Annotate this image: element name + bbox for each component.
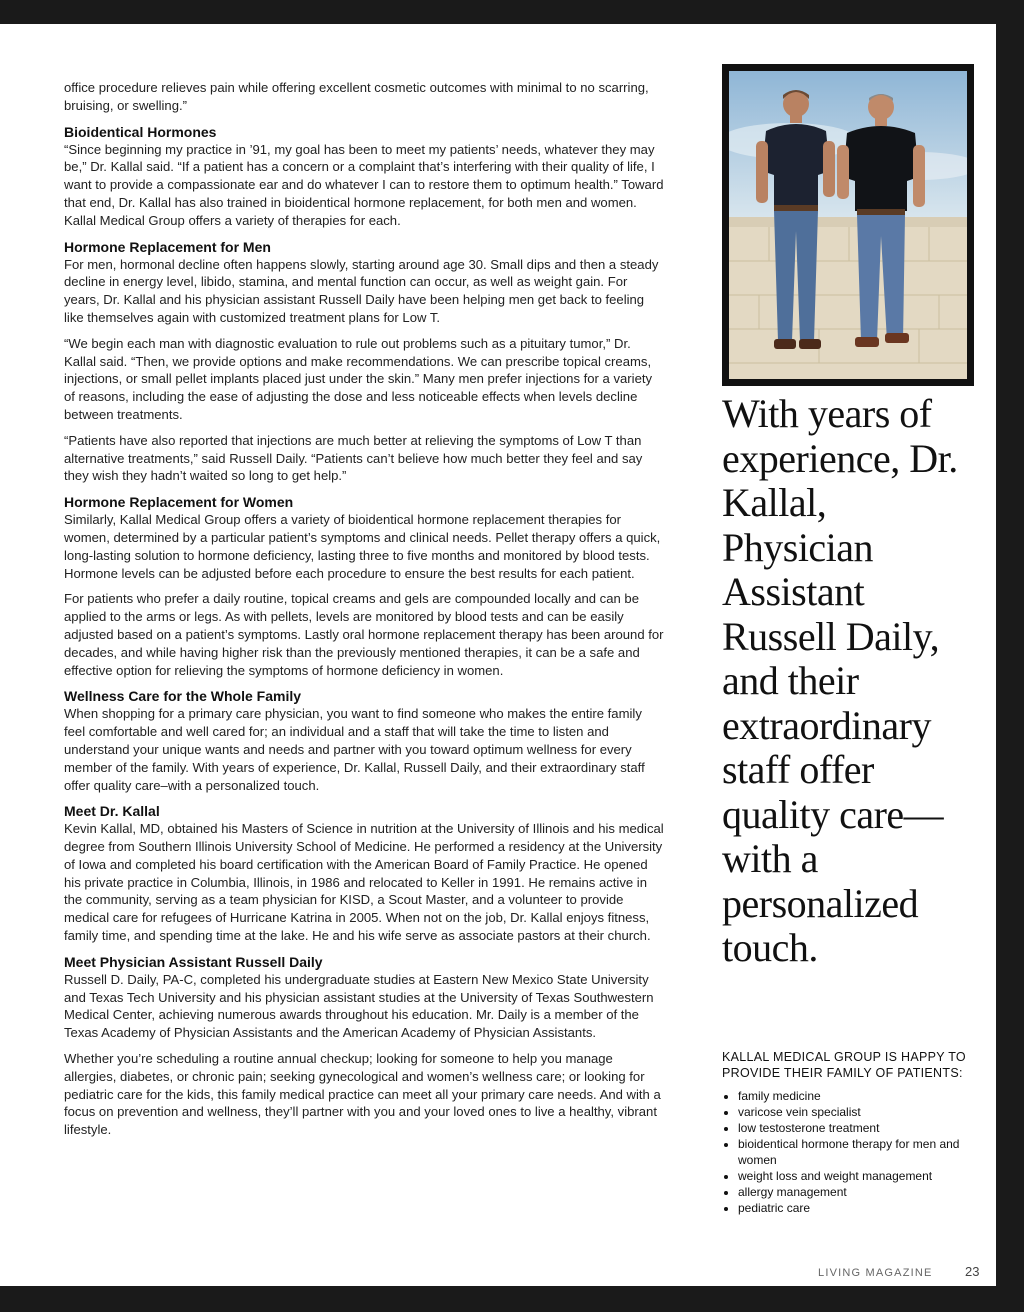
services-box xyxy=(722,1049,972,1216)
section-meet-daily xyxy=(64,953,664,1139)
paragraph: For men, hormonal decline often happens slowly, starting around age 30. Small dips and then a steady decline in energy level, libido, stamina, and mental function can occur, as well as weight gain. For years, Dr. Kallal and his physician assistant Russell Daily have been helping men get back to feeling like themselves again with customized treatment plans for Low T. xyxy=(64,256,659,325)
section-men xyxy=(64,238,664,486)
section-women xyxy=(64,493,664,679)
list-item: • low testosterone treatment xyxy=(738,1120,972,1136)
paragraph: Russell D. Daily, PA-C, completed his undergraduate studies at Eastern New Mexico State University and Texas Tech University and his physician assistant studies at the University of Texas Southwestern Medical Center, achieving numerous awards throughout his education. Mr. Daily is a member of the Texas Academy of Physician Assistants and the American Academy of Physician Assistants. xyxy=(64,971,654,1041)
section-heading: Hormone Replacement for Men xyxy=(64,238,271,255)
section-heading: Wellness Care for the Whole Family xyxy=(64,688,302,705)
section-heading: Meet Dr. Kallal xyxy=(64,803,160,820)
section-bioidentical xyxy=(64,123,664,230)
services-list xyxy=(722,1088,972,1216)
list-item: • varicose vein specialist xyxy=(738,1104,972,1120)
pull-quote: With years of experience, Dr. Kallal, Physician Assistant Russell Daily, and their extraordinary staff offer quality care—with a personalized touch. xyxy=(722,391,958,970)
paragraph: For patients who prefer a daily routine, topical creams and gels are compounded locally and can be applied to the arms or legs. As with pellets, levels are monitored by blood tests and can be easily adjusted based on a patient’s symptoms. Lastly oral hormone replacement therapy has been around for decades, and while having higher risk than the previously mentioned therapies, it can be a safe and effective option for relieving the symptoms of hormone deficiency in women. xyxy=(64,591,664,678)
section-wellness xyxy=(64,687,664,794)
section-heading: Hormone Replacement for Women xyxy=(64,494,294,511)
section-meet-kallal xyxy=(64,802,664,945)
paragraph: “Since beginning my practice in ’91, my goal has been to meet my patients’ needs, whatever they may be,” Dr. Kallal said. “If a patient has a concern or a complaint that’s interfering with their quality of life, I want to provide a compassionate ear and do whatever I can to restore them to optimum health.” Toward that end, Dr. Kallal has also trained in bioidentical hormone replacement, for both men and women. Kallal Medical Group offers a variety of therapies for each. xyxy=(64,141,664,228)
doctors-photo xyxy=(722,64,974,386)
paragraph: “Patients have also reported that injections are much better at relieving the symptoms of Low T than alternative treatments,” said Russell Daily. “Patients can’t believe how much better they feel and say they wish they hadn’t waited so long to get help.” xyxy=(64,432,643,484)
services-title: KALLAL MEDICAL GROUP IS HAPPY TO PROVIDE THEIR FAMILY OF PATIENTS: xyxy=(722,1050,966,1080)
section-heading: Meet Physician Assistant Russell Daily xyxy=(64,953,323,970)
list-item: • weight loss and weight management xyxy=(738,1168,972,1184)
list-item: • family medicine xyxy=(738,1088,972,1104)
article-body xyxy=(64,79,664,1147)
doctors-photo-illustration xyxy=(729,71,967,379)
paragraph: When shopping for a primary care physician, you want to find someone who makes the entire family feel comfortable and well cared for; an individual and a staff that will take the time to listen and understand your unique wants and needs and partner with you toward optimum wellness for every member of the family. With years of experience, Dr. Kallal, Russell Daily, and their extraordinary staff offer quality care–with a personalized touch. xyxy=(64,706,645,793)
magazine-name: LIVING MAGAZINE xyxy=(818,1267,933,1279)
magazine-page xyxy=(0,24,996,1286)
intro-paragraph: office procedure relieves pain while offering excellent cosmetic outcomes with minimal to no scarring, bruising, or swelling.” xyxy=(64,80,649,113)
paragraph: Kevin Kallal, MD, obtained his Masters of Science in nutrition at the University of Illinois and his medical degree from Southern Illinois University School of Medicine. He performed a residency at the University of Iowa and completed his board certification with the American Board of Family Practice. He opened his private practice in Columbia, Illinois, in 1986 and relocated to Keller in 1991. He remains active in the community, serving as a team physician for KISD, a Scout Master, and a volunteer to provide medical care for refugees of Hurricane Katrina in 2005. When not on the job, Dr. Kallal enjoys fitness, family time, and spending time at the lake. He and his wife serve as associate pastors at their church. xyxy=(64,821,664,944)
paragraph: Similarly, Kallal Medical Group offers a variety of bioidentical hormone replacement therapies for women, determined by a particular patient’s symptoms and clinical needs. Pellet therapy offers a quick, long-lasting solution to hormone deficiency, lasting three to five months and monitored by blood tests. Hormone levels can be adjusted before each procedure to ensure the best results for each patient. xyxy=(64,512,661,581)
paragraph: Whether you’re scheduling a routine annual checkup; looking for someone to help you manage allergies, diabetes, or chronic pain; seeking gynecological and women’s wellness care; or looking for pediatric care for the kids, this family medical practice can meet all your primary care needs. And with a focus on prevention and wellness, they’ll partner with you and your loved ones to live a healthy, vibrant lifestyle. xyxy=(64,1051,661,1138)
page-number: 23 xyxy=(965,1264,980,1279)
list-item: • allergy management xyxy=(738,1184,972,1200)
list-item: • bioidentical hormone therapy for men and women xyxy=(738,1136,972,1168)
section-heading: Bioidentical Hormones xyxy=(64,123,217,140)
list-item: • pediatric care xyxy=(738,1200,972,1216)
paragraph: “We begin each man with diagnostic evaluation to rule out problems such as a pituitary tumor,” Dr. Kallal said. “Then, we provide options and make recommendations. We can prescribe topical creams, injections, or small pellet implants placed just under the skin.” Many men prefer injections for a variety of reasons, including the ease of adjusting the dose and less noticeable effects when levels decline between treatments. xyxy=(64,335,653,422)
